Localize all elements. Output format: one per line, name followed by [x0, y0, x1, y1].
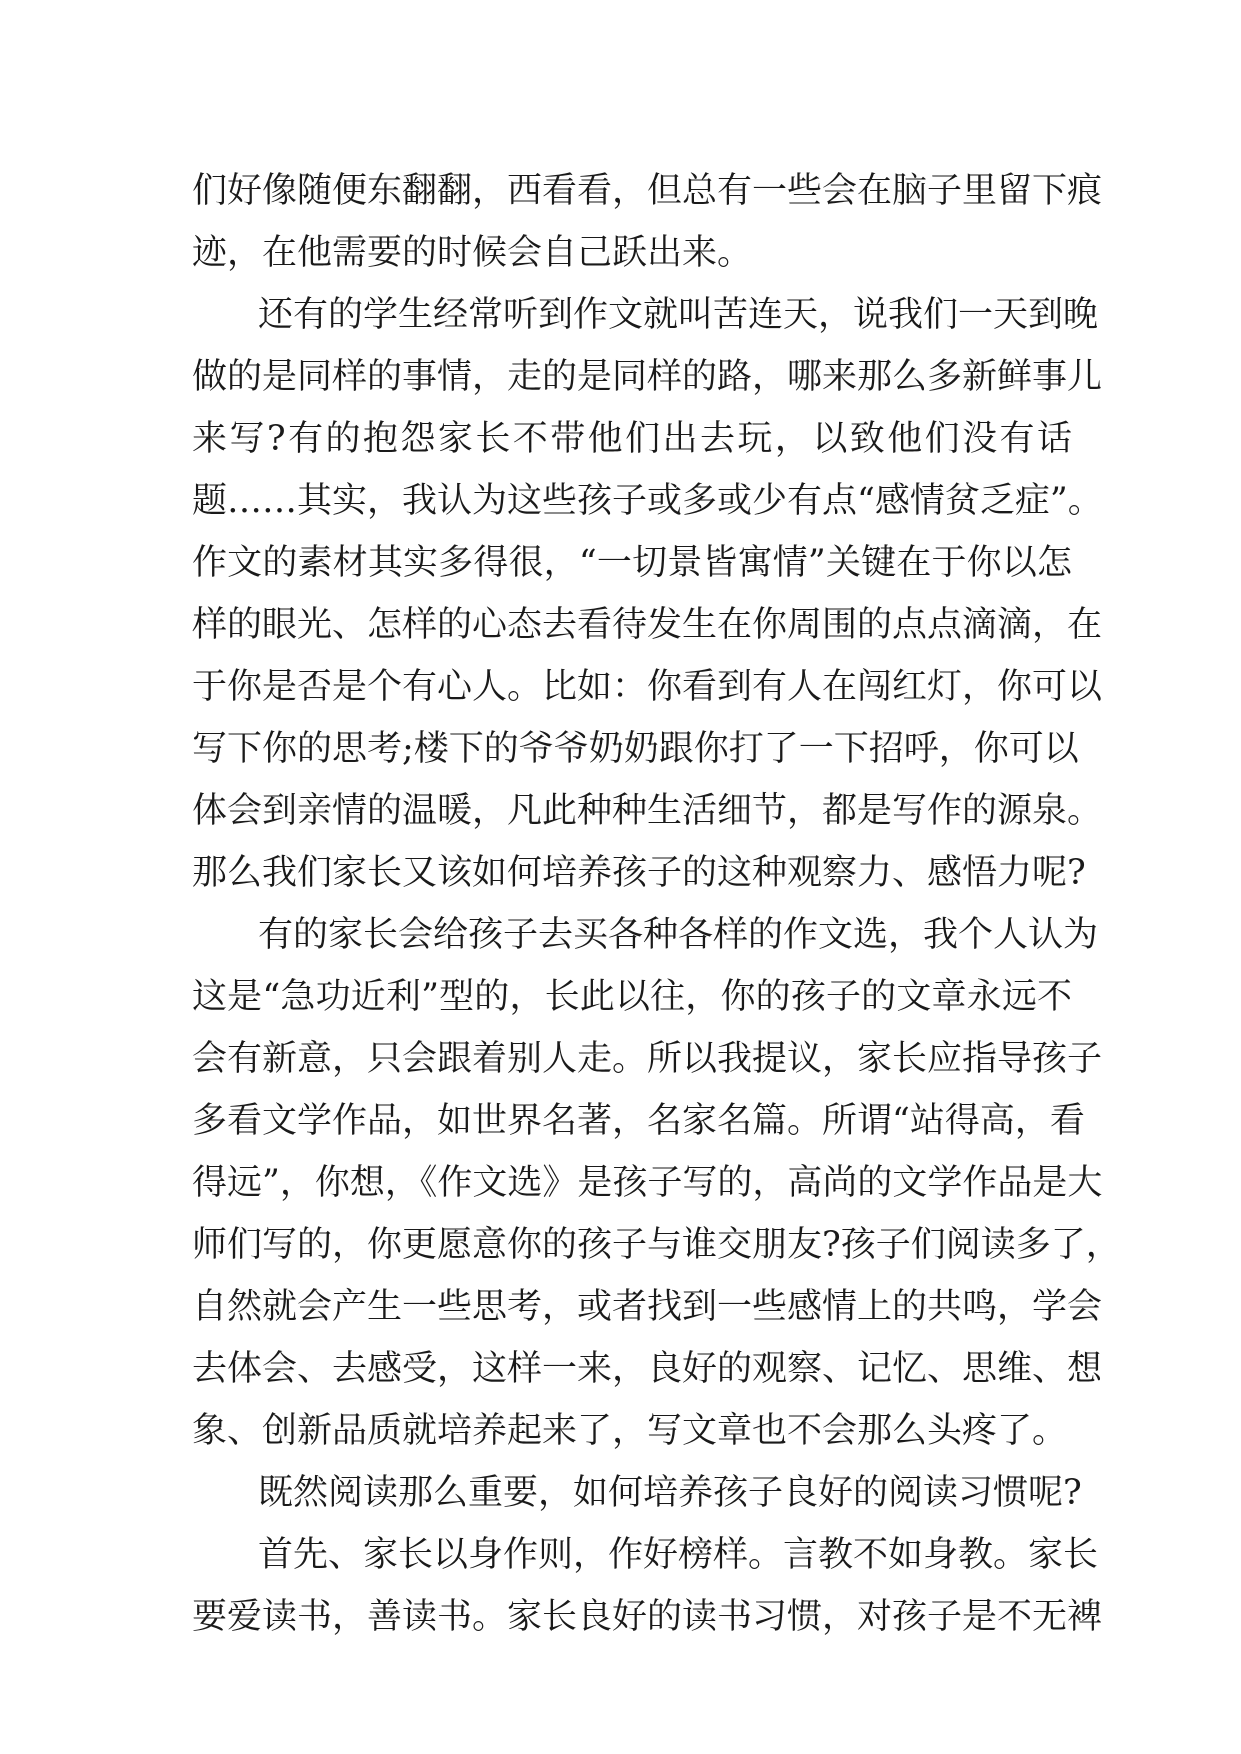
text-line: 写下你的思考;楼下的爷爷奶奶跟你打了一下招呼，你可以	[192, 729, 1079, 769]
text-line: 得远”，你想，《作文选》是孩子写的，高尚的文学作品是大	[192, 1163, 1103, 1203]
text-line: 于你是否是个有心人。比如：你看到有人在闯红灯，你可以	[192, 667, 1103, 707]
paragraph-first-line: 还有的学生经常听到作文就叫苦连天，说我们一天到晚	[258, 295, 1099, 335]
text-line: 要爱读书，善读书。家长良好的读书习惯，对孩子是不无裨	[192, 1597, 1103, 1637]
paragraph-first-line: 首先、家长以身作则，作好榜样。言教不如身教。家长	[258, 1535, 1099, 1575]
text-line: 自然就会产生一些思考，或者找到一些感情上的共鸣，学会	[192, 1287, 1103, 1327]
text-line: 样的眼光、怎样的心态去看待发生在你周围的点点滴滴，在	[192, 605, 1103, 645]
body-text	[192, 160, 1121, 1648]
text-line: 来写?有的抱怨家长不带他们出去玩，以致他们没有话	[192, 419, 1072, 459]
text-line: 多看文学作品，如世界名著，名家名篇。所谓“站得高，看	[192, 1101, 1085, 1141]
text-line: 这是“急功近利”型的，长此以往，你的孩子的文章永远不	[192, 977, 1072, 1017]
text-line: 会有新意，只会跟着别人走。所以我提议，家长应指导孩子	[192, 1039, 1103, 1079]
text-line: 做的是同样的事情，走的是同样的路，哪来那么多新鲜事儿	[192, 357, 1103, 397]
paragraph-first-line: 有的家长会给孩子去买各种各样的作文选，我个人认为	[258, 915, 1099, 955]
text-line: 作文的素材其实多得很，“一切景皆寓情”关键在于你以怎	[192, 543, 1072, 583]
text-line: 那么我们家长又该如何培养孩子的这种观察力、感悟力呢?	[192, 853, 1086, 893]
text-line: 迹，在他需要的时候会自己跃出来。	[192, 233, 753, 273]
text-line: 们好像随便东翻翻，西看看，但总有一些会在脑子里留下痕	[192, 171, 1103, 211]
paragraph-first-line: 既然阅读那么重要，如何培养孩子良好的阅读习惯呢?	[258, 1473, 1082, 1513]
text-line: 师们写的，你更愿意你的孩子与谁交朋友?孩子们阅读多了，	[192, 1225, 1121, 1265]
text-line: 去体会、去感受，这样一来，良好的观察、记忆、思维、想	[192, 1349, 1103, 1389]
text-line: 题……其实，我认为这些孩子或多或少有点“感情贫乏症”。	[192, 481, 1103, 521]
text-line: 体会到亲情的温暖，凡此种种生活细节，都是写作的源泉。	[192, 791, 1103, 831]
text-line: 象、创新品质就培养起来了，写文章也不会那么头疼了。	[192, 1411, 1068, 1451]
